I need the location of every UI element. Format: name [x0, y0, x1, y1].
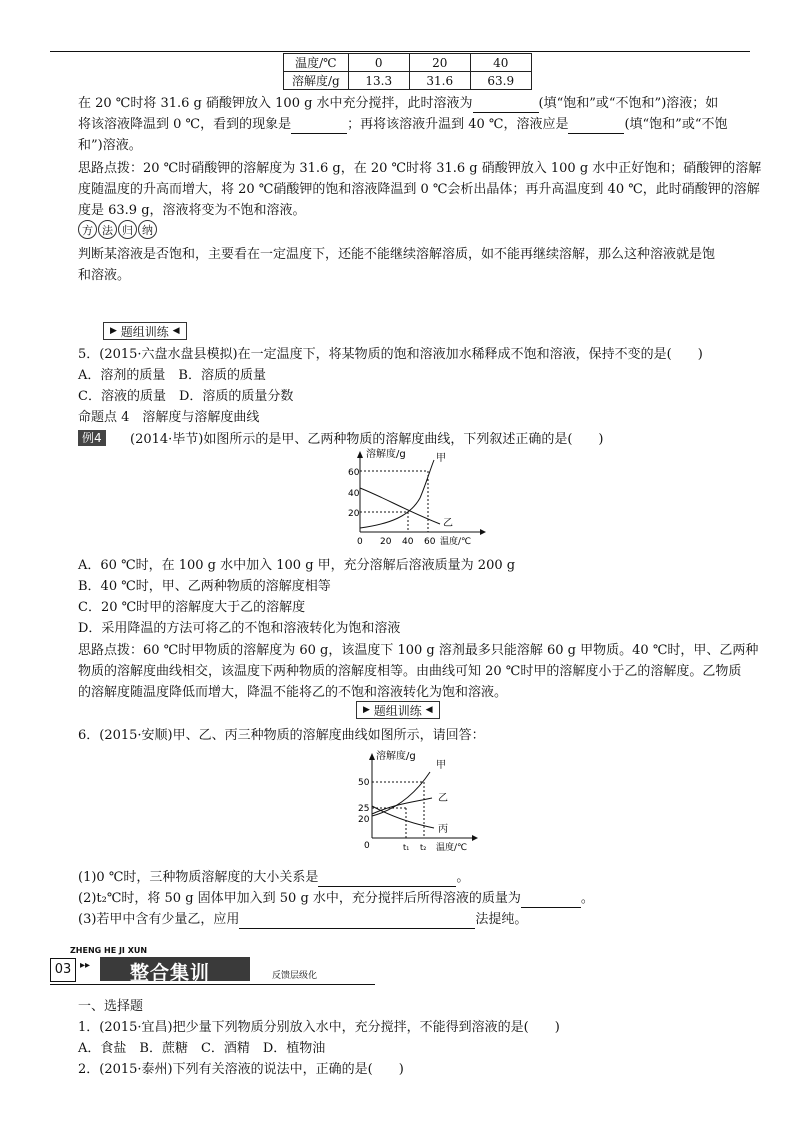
tick-label: 50: [358, 778, 370, 788]
method-badge: 方 法 归 纳: [78, 220, 157, 239]
y-axis-label: 溶解度/g: [376, 751, 416, 762]
topic-title: 命题点 4 溶解度与溶解度曲线: [78, 410, 260, 425]
table-cell: 13.3: [348, 72, 409, 90]
tick-label: t₁: [403, 843, 410, 852]
tick-label: 20: [348, 509, 360, 519]
q1-options: A．食盐 B．蔗糖 C．酒精 D．植物油: [78, 1041, 326, 1056]
answer-blank[interactable]: [568, 119, 624, 134]
option-b: B．40 ℃时，甲、乙两种物质的溶解度相等: [78, 579, 331, 594]
method-line: 和溶液。: [78, 268, 131, 283]
yi-curve: [372, 798, 432, 814]
x-axis-label: 温度/℃: [436, 843, 468, 853]
q6-stem: 6．(2015·安顺)甲、乙、丙三种物质的溶解度曲线如图所示，请回答：: [78, 728, 485, 743]
section-title: 整合集训: [130, 962, 211, 984]
section-subtitle: 反馈层级化: [272, 971, 318, 981]
q6-sub1: (1)0 ℃时，三种物质溶解度的大小关系是 。: [78, 870, 470, 885]
arrow-icon: ▸▸: [80, 960, 91, 971]
answer-blank[interactable]: [521, 893, 581, 908]
y-axis-label: 溶解度/g: [366, 449, 406, 460]
drill-banner: ▶ 题组训练 ◀: [103, 322, 187, 340]
series-label: 甲: [436, 453, 446, 464]
table-cell: 40: [470, 54, 531, 72]
hint-line: 思路点拨：60 ℃时甲物质的溶解度为 60 g，该温度下 100 g 溶剂最多只能溶解 60 g 甲物质。40 ℃时，甲、乙两种: [78, 643, 759, 658]
table-cell: 0: [348, 54, 409, 72]
hint-line: 思路点拨：20 ℃时硝酸钾的溶解度为 31.6 g，在 20 ℃时将 31.6 g 硝酸钾放入 100 g 水中正好饱和；硝酸钾的溶解: [78, 161, 762, 176]
top-rule: [50, 51, 750, 52]
bing-curve: [372, 806, 434, 828]
hint-line: 度随温度的升高而增大，将 20 ℃硝酸钾的饱和溶液降温到 0 ℃会析出晶体；再升高温度到 40 ℃，此时硝酸钾的溶解: [78, 182, 760, 197]
table-cell: 温度/℃: [284, 54, 349, 72]
question-line: 和”)溶液。: [78, 138, 142, 153]
answer-blank[interactable]: [318, 872, 456, 887]
hint-line: 物质的溶解度曲线相交，该温度下两种物质的溶解度相等。由曲线可知 20 ℃时甲的溶解度小于乙的溶解度。乙物质: [78, 664, 742, 679]
q5-options: C．溶液的质量 D．溶质的质量分数: [78, 389, 294, 404]
table-cell: 溶解度/g: [284, 72, 349, 90]
section-number: 03: [50, 958, 76, 982]
option-d: D．采用降温的方法可将乙的不饱和溶液转化为饱和溶液: [78, 621, 401, 636]
jia-curve: [372, 772, 430, 816]
table-cell: 20: [409, 54, 470, 72]
ex4-stem: (2014·毕节)如图所示的是甲、乙两种物质的溶解度曲线，下列叙述正确的是( ): [130, 432, 604, 447]
tick-label: 20: [380, 537, 392, 547]
tick-label: 60: [348, 468, 360, 478]
series-label: 甲: [436, 760, 446, 771]
drill-banner: ▶ 题组训练 ◀: [356, 701, 440, 719]
q5-stem: 5．(2015·六盘水盘县模拟)在一定温度下，将某物质的饱和溶液加水稀释成不饱和溶液，保持不变的是( ): [78, 347, 703, 362]
solubility-chart-2: [354, 748, 484, 856]
series-label: 丙: [438, 824, 448, 835]
answer-blank[interactable]: [473, 98, 539, 113]
table-cell: 63.9: [470, 72, 531, 90]
tick-label: 20: [358, 815, 370, 825]
section-header: [50, 946, 375, 985]
q2-stem: 2．(2015·泰州)下列有关溶液的说法中，正确的是( ): [78, 1062, 404, 1077]
section-pinyin: ZHENG HE JI XUN: [70, 946, 148, 955]
yi-curve: [360, 488, 440, 524]
x-axis-label: 温度/℃: [440, 537, 472, 547]
question-line: 将该溶液降温到 0 ℃，看到的现象是 ；再将该溶液升温到 40 ℃，溶液应是 (填“饱和”或“不饱: [78, 117, 728, 132]
solubility-chart-1: [330, 446, 490, 548]
table-cell: 31.6: [409, 72, 470, 90]
hint-line: 的溶解度随温度降低而增大，降温不能将乙的不饱和溶液转化为饱和溶液。: [78, 685, 508, 700]
q1-stem: 1．(2015·宜昌)把少量下列物质分别放入水中，充分搅拌，不能得到溶液的是( ): [78, 1020, 560, 1035]
part-heading: 一、选择题: [78, 999, 144, 1014]
q6-sub2: (2)t₂℃时，将 50 g 固体甲加入到 50 g 水中，充分搅拌后所得溶液的质量为 。: [78, 891, 594, 906]
tick-label: t₂: [420, 843, 427, 852]
option-c: C．20 ℃时甲的溶解度大于乙的溶解度: [78, 600, 306, 615]
answer-blank[interactable]: [239, 914, 475, 929]
hint-line: 度是 63.9 g，溶液将变为不饱和溶液。: [78, 203, 306, 218]
tick-label: 40: [348, 489, 360, 499]
jia-curve: [360, 460, 434, 528]
series-label: 乙: [443, 518, 453, 529]
example-tag: 例4: [78, 430, 106, 446]
tick-label: 25: [358, 804, 370, 814]
method-line: 判断某溶液是否饱和，主要看在一定温度下，还能不能继续溶解溶质，如不能再继续溶解，那么这种溶液就是饱: [78, 247, 716, 262]
question-line: 在 20 ℃时将 31.6 g 硝酸钾放入 100 g 水中充分搅拌，此时溶液为 (填“饱和”或“不饱和”)溶液；如: [78, 96, 719, 111]
q5-options: A．溶剂的质量 B．溶质的质量: [78, 368, 266, 383]
tick-label: 60: [424, 537, 436, 547]
tick-label: 0: [357, 537, 363, 547]
series-label: 乙: [438, 793, 448, 804]
q6-sub3: (3)若甲中含有少量乙，应用 法提纯。: [78, 912, 528, 927]
tick-label: 40: [402, 537, 414, 547]
solubility-table: [283, 53, 532, 90]
option-a: A．60 ℃时，在 100 g 水中加入 100 g 甲，充分溶解后溶液质量为 200 g: [78, 558, 516, 573]
tick-label: 0: [364, 841, 370, 851]
answer-blank[interactable]: [291, 119, 347, 134]
